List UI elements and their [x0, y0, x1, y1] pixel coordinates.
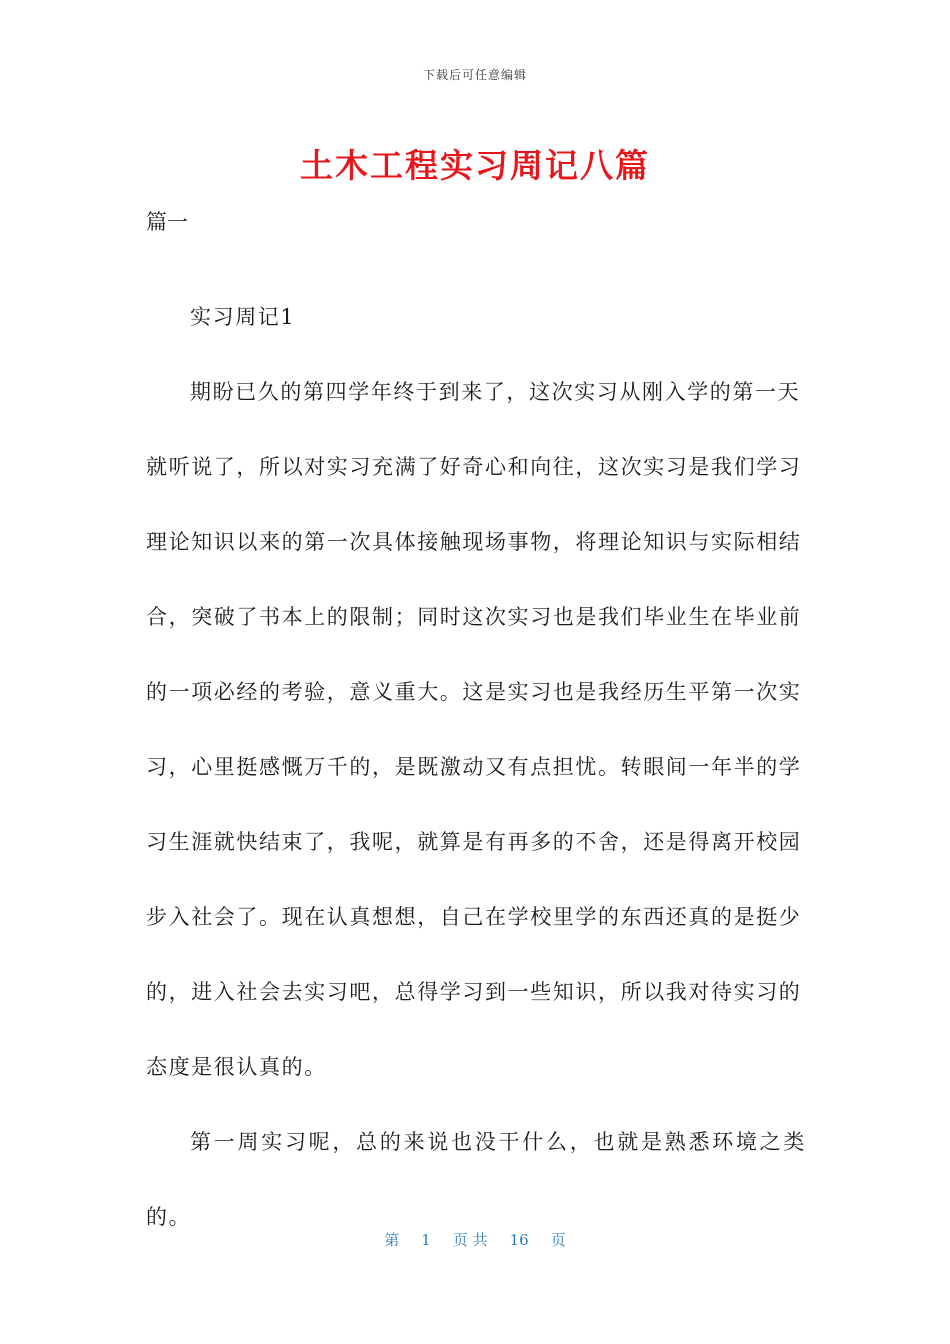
paragraph-1-line: 习生涯就快结束了，我呢，就算是有再多的不舍，还是得离开校园	[146, 830, 802, 854]
footer-page-number: 1	[421, 1231, 431, 1249]
page-number-footer	[0, 1229, 950, 1250]
subheading: 实习周记1	[190, 305, 296, 329]
paragraph-1	[146, 355, 806, 1105]
paragraph-1-line: 就听说了，所以对实习充满了好奇心和向往，这次实习是我们学习	[146, 455, 802, 479]
paragraph-1-line: 合，突破了书本上的限制；同时这次实习也是我们毕业生在毕业前	[146, 605, 802, 629]
footer-prefix: 第	[384, 1231, 400, 1249]
paragraph-1-line: 态度是很认真的。	[146, 1055, 327, 1079]
paragraph-1-line: 期盼已久的第四学年终于到来了，这次实习从刚入学的第一天	[190, 380, 801, 404]
document-title: 土木工程实习周记八篇	[300, 146, 650, 185]
footer-total-pages: 16	[509, 1231, 529, 1249]
paragraph-1-line: 习，心里挺感慨万千的，是既激动又有点担忧。转眼间一年半的学	[146, 755, 802, 779]
paragraph-1-line: 的，进入社会去实习吧，总得学习到一些知识，所以我对待实习的	[146, 980, 802, 1004]
document-body	[146, 280, 806, 1255]
paragraph-1-line: 步入社会了。现在认真想想，自己在学校里学的东西还真的是挺少	[146, 905, 802, 929]
paragraph-1-line: 理论知识以来的第一次具体接触现场事物，将理论知识与实际相结	[146, 530, 802, 554]
paragraph-1-line: 的一项必经的考验，意义重大。这是实习也是我经历生平第一次实	[146, 680, 802, 704]
footer-suffix: 页	[550, 1231, 566, 1249]
header-note: 下载后可任意编辑	[422, 68, 527, 82]
section-label: 篇一	[146, 210, 188, 234]
paragraph-2: 第一周实习呢，总的来说也没干什么，也就是熟悉环境之类的。	[146, 1130, 806, 1229]
footer-middle: 页 共	[452, 1231, 488, 1249]
